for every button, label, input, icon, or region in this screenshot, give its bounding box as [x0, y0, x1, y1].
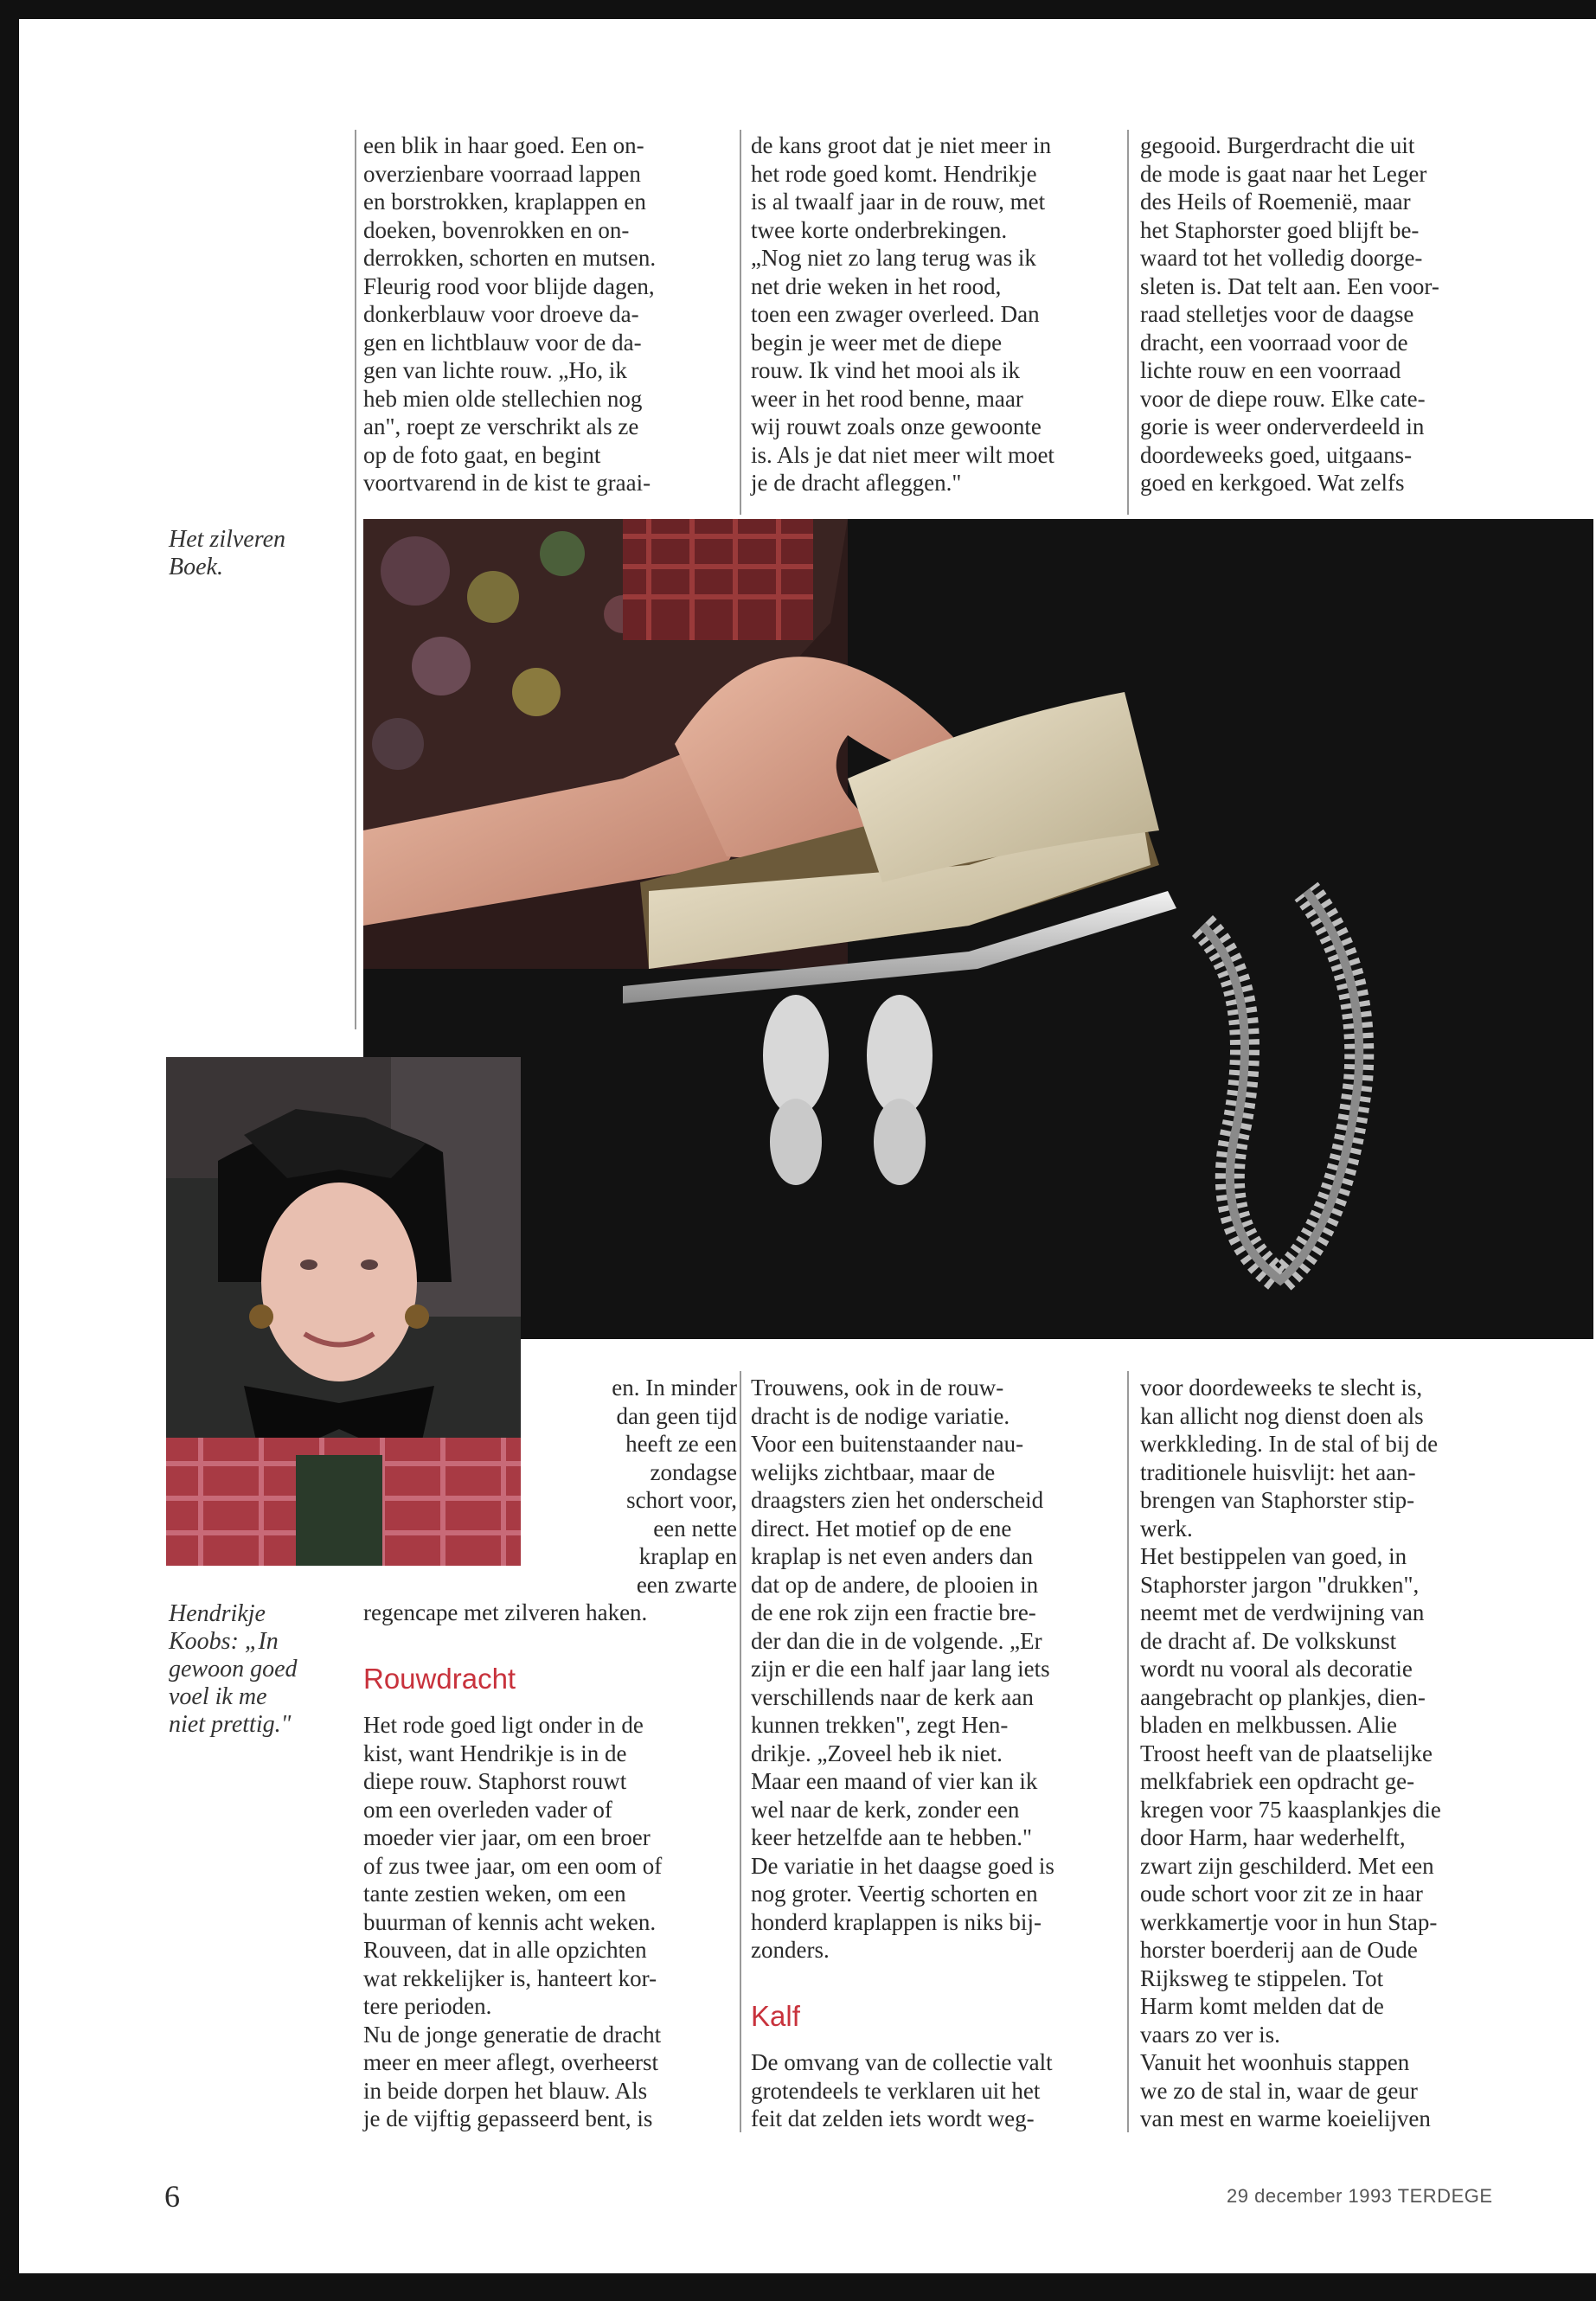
article-column-3-bottom: voor doordeweeks te slecht is, kan allicht nog dienst doen als werkkleding. In de stal of bij de traditionele huisvlijt: het aan- brengen van Staphorster stip- werk. Het bestippelen van goed, in Staphorster jargon "drukken", neemt met de verdwijning van de dracht af. De volkskunst wordt nu vooral als decoratie aangebracht op plankjes, dien- bladen en melkbussen. Alie Troost heeft van de plaatselijke melkfabriek een opdracht ge- kregen voor 75 kaasplankjes die door Harm, haar wederhelft, zwart zijn geschilderd. Met een oude schort voor zit ze in haar werkkamertje voor in hun Stap- horster boerderij aan de Oude Rijksweg te stippelen. Tot Harm komt melden dat de vaars zo ver is. Vanuit het woonhuis stappen we zo de stal in, waar de geur van mest en warme koeielijven — [1140, 1375, 1441, 2131]
column-rule-2 — [740, 130, 741, 515]
article-column-1-top: een blik in haar goed. Een on- overzienbare voorraad lappen en borstrokken, kraplappen en doeken, bovenrokken en on- derrokken, schorten en mutsen. Fleurig rood voor blijde dagen, donkerblauw voor droeve da- gen en lichtblauw voor de da- gen van lichte rouw. „Ho, ik heb mien olde stellechien nog an", roept ze verschrikt als ze op de foto gaat, en begint voortvarend in de kist te graai- — [363, 132, 657, 496]
article-column-2-top: de kans groot dat je niet meer in het rode goed komt. Hendrikje is al twaalf jaar in de rouw, met twee korte onderbrekingen. „Nog niet zo lang terug was ik net drie weken in het rood, toen een zwager overleed. Dan begin je weer met de diepe rouw. Ik vind het mooi als ik weer in het rood benne, maar wij rouwt zoals onze gewoonte is. Als je dat niet meer wilt moet je de dracht afleggen." — [751, 132, 1054, 496]
column-rule-5 — [1127, 1371, 1129, 2132]
photo-silver-book — [363, 519, 1593, 1339]
caption-hendrikje: Hendrikje Koobs: „In gewoon goed voel ik me niet prettig." — [169, 1600, 298, 1738]
article-column-2-kalf: De omvang van de collectie valt grotendeels te verklaren uit het feit dat zelden iets wordt weg- — [751, 2049, 1053, 2131]
column-rule-1 — [355, 130, 356, 1029]
page-frame-bottom — [0, 2273, 1596, 2301]
article-column-1-bottom: Het rode goed ligt onder in de kist, want Hendrikje is in de diepe rouw. Staphorst rouwt om een overleden vader of moeder vier jaar, om een broer of zus twee jaar, om een oom of tante zestien weken, om een buurman of kennis acht weken. Rouveen, dat in alle opzichten wat rekkelijker is, hanteert kor- tere perioden. Nu de jonge generatie de dracht meer en meer aflegt, overheerst in beide dorpen het blauw. Als je de vijftig gepasseerd bent, is — [363, 1712, 663, 2131]
page-frame-top — [0, 0, 1596, 19]
article-column-1-wide-line: regencape met zilveren haken. — [363, 1599, 648, 1625]
column-rule-3 — [1127, 130, 1129, 515]
heading-rouwdracht: Rouwdracht — [363, 1663, 516, 1695]
photo-hendrikje-koobs — [166, 1057, 521, 1566]
column-rule-4 — [740, 1371, 741, 2132]
caption-silver-book: Het zilveren Boek. — [169, 526, 286, 580]
photo-hendrikje-illustration — [166, 1057, 521, 1566]
heading-kalf: Kalf — [751, 2000, 800, 2032]
article-column-1-narrow: en. In minder dan geen tijd heeft ze een zondagse schort voor, een nette kraplap en een zwarte — [612, 1375, 737, 1598]
page-number: 6 — [164, 2179, 180, 2214]
article-column-2-bottom: Trouwens, ook in de rouw- dracht is de nodige variatie. Voor een buitenstaander nau- welijks zichtbaar, maar de draagsters zien het onderscheid direct. Het motief op de ene kraplap is net even anders dan dat op de andere, de plooien in de ene rok zijn een fractie bre- der dan die in de volgende. „Er zijn er die een half jaar lang iets verschillends naar de kerk aan kunnen trekken", zegt Hen- drikje. „Zoveel heb ik niet. Maar een maand of vier kan ik wel naar de kerk, zonder een keer hetzelfde aan te hebben." De variatie in het daagse goed is nog groter. Veertig schorten en honderd kraplappen is niks bij- zonders. — [751, 1375, 1054, 1963]
article-column-3-top: gegooid. Burgerdracht die uit de mode is gaat naar het Leger des Heils of Roemenië, maar het Staphorster goed blijft be- waard tot het volledig doorge- sleten is. Dat telt aan. Een voor- raad stelletjes voor de daagse dracht, een voorraad voor de lichte rouw en een voorraad voor de diepe rouw. Elke cate- gorie is weer onderverdeeld in doordeweeks goed, uitgaans- goed en kerkgoed. Wat zelfs — [1140, 132, 1439, 496]
photo-silver-book-illustration — [363, 519, 1593, 1339]
page-frame-left — [0, 0, 19, 2301]
issue-footer: 29 december 1993 TERDEGE — [1227, 2185, 1493, 2207]
